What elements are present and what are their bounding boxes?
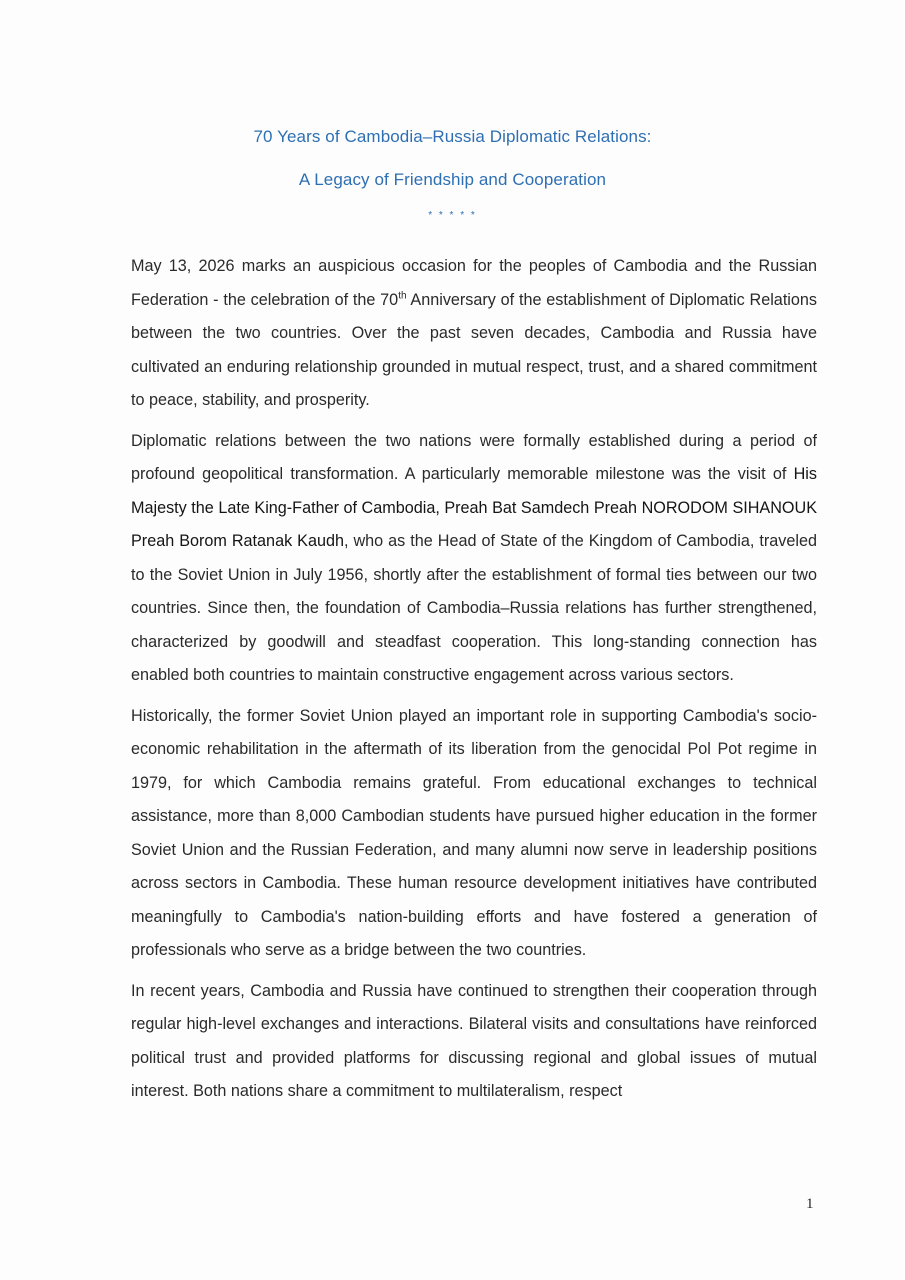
page-number: 1 — [806, 1196, 814, 1212]
document-body — [131, 250, 817, 1116]
paragraph-3: Historically, the former Soviet Union played an important role in supporting Cambodia's socio-economic rehabilitation in the aftermath of its liberation from the genocidal Pol Pot regime in 1979, for which Cambodia remains grateful. From educational exchanges to technical assistance, more than 8,000 Cambodian students have pursued higher education in the former Soviet Union and the Russian Federation, and many alumni now serve in leadership positions across sectors in Cambodia. These human resource development initiatives have contributed meaningfully to Cambodia's nation-building efforts and have fostered a generation of professionals who serve as a bridge between the two countries. — [131, 706, 817, 959]
paragraph-4: In recent years, Cambodia and Russia have continued to strengthen their cooperation through regular high-level exchanges and interactions. Bilateral visits and consultations have reinforced political trust and provided platforms for discussing regional and global issues of mutual interest. Both nations share a commitment to multilateralism, respect — [131, 981, 817, 1100]
document-title-line-1: 70 Years of Cambodia–Russia Diplomatic Relations: — [253, 127, 652, 146]
royal-title: His Majesty the Late King-Father of Cambodia, Preah Bat Samdech Preah NORODOM SIHANOUK Preah Borom Ratanak Kaudh — [131, 465, 817, 550]
paragraph-1-part-a: May 13, 2026 marks an auspicious occasion for the peoples of Cambodia and the Russian Federation - the celebration of the 70 — [131, 257, 817, 309]
paragraph-1 — [131, 250, 817, 418]
paragraph-2-part-b: , who as the Head of State of the Kingdom of Cambodia, traveled to the Soviet Union in July 1956, shortly after the establishment of formal ties between our two countries. Since then, the foundation of Cambodia–Russia relations has further strengthened, characterized by goodwill and steadfast cooperation. This long-standing connection has enabled both countries to maintain constructive engagement across various sectors. — [131, 532, 817, 684]
paragraph-2 — [131, 425, 817, 693]
title-separator: * * * * * — [428, 210, 477, 221]
ordinal-suffix: th — [398, 290, 407, 302]
paragraph-1-part-b: Anniversary of the establishment of Diplomatic Relations between the two countries. Over the past seven decades, Cambodia and Russia have cultivated an enduring relationship grounded in mutual respect, trust, and a shared commitment to peace, stability, and prosperity. — [131, 290, 818, 409]
document-title-line-2: A Legacy of Friendship and Cooperation — [298, 170, 607, 189]
paragraph-2-part-a: Diplomatic relations between the two nations were formally established during a period of profound geopolitical transformation. A particularly memorable milestone was the visit of — [131, 431, 817, 483]
